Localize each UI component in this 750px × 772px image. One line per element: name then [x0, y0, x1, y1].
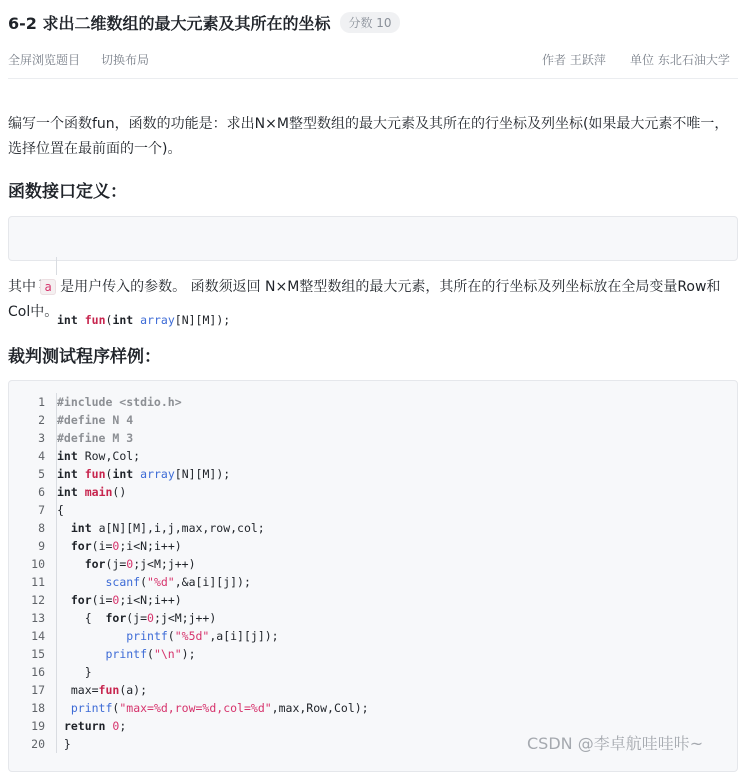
line-number: 8	[38, 521, 45, 535]
line-number: 4	[38, 449, 45, 463]
code-text: #include <stdio.h>	[57, 395, 182, 409]
line-number: 11	[31, 575, 45, 589]
code-text: int fun(int array[N][M]);	[57, 313, 231, 327]
code-line	[9, 699, 737, 717]
code-text: int main()	[57, 485, 127, 499]
switch-layout-link[interactable]: 切换布局	[101, 53, 150, 67]
line-number: 10	[31, 557, 45, 571]
title-row	[8, 10, 400, 34]
line-number: 20	[31, 737, 45, 751]
fullscreen-link[interactable]: 全屏浏览题目	[8, 53, 81, 67]
code-line	[9, 591, 737, 609]
code-text: int fun(int array[N][M]);	[57, 467, 231, 481]
code-text: #define M 3	[57, 431, 134, 445]
author-label: 作者 王跃萍	[542, 53, 606, 67]
sample-heading: 裁判测试程序样例：	[8, 347, 161, 367]
problem-description: 编写一个函数fun，函数的功能是：求出N×M整型数组的最大元素及其所在的行坐标及列坐标(如果最大元素不唯一，选择位置在最前面的一个)。	[8, 116, 729, 157]
line-number: 12	[31, 593, 45, 607]
line-number: 3	[38, 431, 45, 445]
code-line	[9, 483, 737, 501]
code-text: for(j=0;j<M;j++)	[84, 557, 196, 571]
code-line	[9, 681, 737, 699]
line-number: 2	[38, 413, 45, 427]
parameter-explanation	[8, 275, 738, 325]
code-text: int Row,Col;	[57, 449, 141, 463]
interface-heading: 函数接口定义：	[8, 182, 127, 202]
code-line	[9, 645, 737, 663]
csdn-watermark: CSDN @李卓航哇哇咔~	[527, 734, 704, 753]
line-number: 1	[38, 395, 45, 409]
unit-label: 单位 东北石油大学	[630, 53, 730, 67]
code-line	[9, 393, 737, 411]
code-line	[9, 501, 737, 519]
code-text: int a[N][M],i,j,max,row,col;	[70, 521, 265, 535]
code-text: for(i=0;i<N;i++)	[70, 539, 182, 553]
line-number: 19	[31, 719, 45, 733]
score-badge: 分数 10	[340, 12, 399, 33]
param-code: a	[40, 279, 55, 295]
code-line	[9, 411, 737, 429]
code-line	[9, 447, 737, 465]
line-number: 7	[38, 503, 45, 517]
explanation-text: 是用户传入的参数。 函数须返回 N×M整型数组的最大元素，其所在的行坐标及列坐标放在全局变量Row和Col中。	[8, 279, 721, 320]
gutter-divider	[56, 257, 57, 275]
line-number: 5	[38, 467, 45, 481]
code-text: {	[57, 503, 64, 517]
code-text: max=fun(a);	[57, 683, 148, 697]
line-number: 14	[31, 629, 45, 643]
line-number: 17	[31, 683, 45, 697]
code-line	[9, 573, 737, 591]
code-text: scanf("%d",&a[i][j]);	[105, 575, 251, 589]
sample-code-block	[8, 380, 738, 772]
code-line	[9, 519, 737, 537]
code-line	[9, 663, 737, 681]
code-text: }	[57, 737, 71, 751]
code-text: { for(j=0;j<M;j++)	[57, 611, 217, 625]
line-number: 15	[31, 647, 45, 661]
toolbar	[8, 48, 738, 70]
line-number: 13	[31, 611, 45, 625]
code-text: for(i=0;i<N;i++)	[70, 593, 182, 607]
code-line	[9, 555, 737, 573]
line-number: 16	[31, 665, 45, 679]
header-divider	[8, 78, 738, 79]
code-line	[9, 537, 737, 555]
code-text: printf("%5d",a[i][j]);	[126, 629, 279, 643]
line-number: 6	[38, 485, 45, 499]
code-line	[9, 465, 737, 483]
code-text: #define N 4	[57, 413, 134, 427]
code-line	[9, 627, 737, 645]
code-text: return 0;	[63, 719, 127, 733]
code-line	[9, 429, 737, 447]
code-text: printf("max=%d,row=%d,col=%d",max,Row,Col);	[70, 701, 369, 715]
code-text: }	[57, 665, 92, 679]
page-title: 6-2 求出二维数组的最大元素及其所在的坐标	[8, 13, 331, 33]
explanation-prefix: 其中	[8, 279, 36, 295]
code-text: printf("\n");	[105, 647, 196, 661]
line-number: 18	[31, 701, 45, 715]
code-line	[9, 609, 737, 627]
line-number: 9	[38, 539, 45, 553]
